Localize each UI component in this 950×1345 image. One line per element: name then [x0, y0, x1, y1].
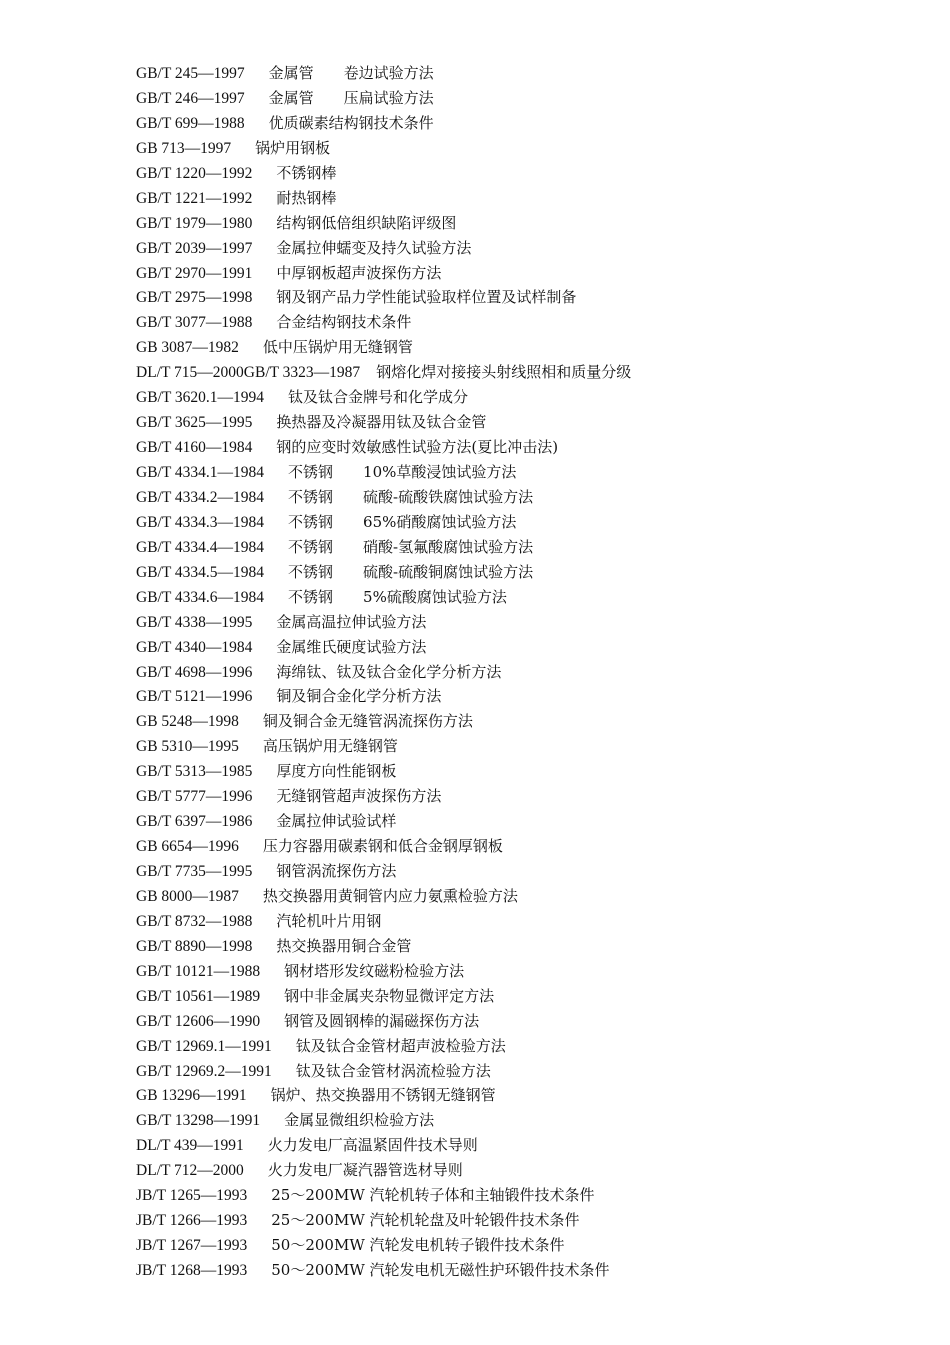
standard-code: DL/T 715—2000GB/T 3323—1987 — [136, 364, 361, 382]
standard-row — [136, 859, 916, 884]
standard-row — [136, 784, 916, 809]
standard-code: GB/T 4334.2—1984 — [136, 488, 265, 506]
standard-title: 25～200MW 汽轮机轮盘及叶轮锻件技术条件 — [271, 1211, 580, 1230]
standard-title: 不锈钢 硫酸-硫酸铁腐蚀试验方法 — [288, 487, 534, 506]
standard-code: GB/T 10561—1989 — [136, 987, 261, 1005]
standard-row — [136, 1034, 916, 1059]
standard-title: 金属管 卷边试验方法 — [268, 64, 434, 82]
standard-title: 钢管涡流探伤方法 — [276, 862, 397, 880]
standard-row — [136, 1158, 916, 1183]
standard-row — [136, 485, 916, 510]
standard-code: JB/T 1265—1993 — [136, 1187, 248, 1205]
standard-code: GB/T 4334.6—1984 — [136, 588, 265, 606]
standard-title: 不锈钢 硝酸-氢氟酸腐蚀试验方法 — [288, 537, 534, 556]
standard-row — [136, 261, 916, 286]
standard-code: GB/T 699—1988 — [136, 114, 245, 132]
standard-row — [136, 709, 916, 734]
standard-code: GB 6654—1996 — [136, 838, 239, 856]
standard-code: GB/T 8732—1988 — [136, 912, 253, 930]
standard-title: 钢中非金属夹杂物显微评定方法 — [284, 986, 495, 1005]
standard-title: 金属管 压扁试验方法 — [268, 88, 434, 107]
standard-row — [136, 1208, 916, 1233]
standard-code: JB/T 1268—1993 — [136, 1262, 248, 1279]
standard-title: 无缝钢管超声波探伤方法 — [276, 787, 442, 806]
standard-code: GB 5248—1998 — [136, 713, 239, 731]
standard-title: 钛及钛合金管材涡流检验方法 — [295, 1061, 491, 1080]
standard-title: 厚度方向性能钢板 — [276, 762, 397, 781]
standard-row — [136, 1233, 916, 1258]
standard-row — [136, 585, 916, 610]
standard-title: 压力容器用碳素钢和低合金钢厚钢板 — [262, 837, 503, 856]
standard-row — [136, 610, 916, 635]
standard-title: 耐热钢棒 — [276, 188, 337, 207]
standard-row — [136, 460, 916, 485]
standard-title: 锅炉用钢板 — [255, 138, 331, 157]
standard-title: 钛及钛合金牌号和化学成分 — [288, 388, 469, 407]
standard-row — [136, 1133, 916, 1158]
standard-title: 不锈钢 10%草酸浸蚀试验方法 — [288, 463, 517, 481]
standard-code: GB/T 246—1997 — [136, 89, 245, 107]
standard-code: GB/T 12969.2—1991 — [136, 1062, 272, 1080]
standard-code: GB/T 3625—1995 — [136, 414, 253, 432]
standard-code: GB/T 4338—1995 — [136, 613, 253, 631]
standard-row — [136, 734, 916, 759]
standard-code: GB/T 4334.5—1984 — [136, 563, 265, 581]
standard-code: GB 3087—1982 — [136, 339, 239, 357]
standard-title: 金属维氏硬度试验方法 — [276, 637, 427, 656]
standard-title: 钢材塔形发纹磁粉检验方法 — [284, 961, 465, 980]
standard-code: GB/T 4698—1996 — [136, 663, 253, 681]
standard-title: 热交换器用黄铜管内应力氨熏检验方法 — [262, 886, 518, 905]
standard-code: GB/T 6397—1986 — [136, 813, 253, 831]
standard-row — [136, 186, 916, 211]
standard-code: GB/T 4334.3—1984 — [136, 513, 265, 531]
standard-row — [136, 934, 916, 959]
standard-row — [136, 211, 916, 236]
standard-title: 不锈钢棒 — [276, 163, 337, 182]
standard-code: GB/T 13298—1991 — [136, 1112, 261, 1130]
standard-row — [136, 310, 916, 335]
standard-code: GB/T 2975—1998 — [136, 289, 253, 307]
standard-title: 金属拉伸试验试样 — [276, 812, 397, 831]
standard-row — [136, 1183, 916, 1208]
standard-row — [136, 385, 916, 410]
standard-row — [136, 410, 916, 435]
standard-code: GB 13296—1991 — [136, 1087, 247, 1105]
standard-title: 25～200MW 汽轮机转子体和主轴锻件技术条件 — [271, 1186, 595, 1205]
standard-title: 低中压锅炉用无缝钢管 — [262, 338, 413, 357]
standard-code: DL/T 712—2000 — [136, 1162, 244, 1180]
standard-row — [136, 236, 916, 261]
standard-code: GB 8000—1987 — [136, 887, 239, 905]
standard-code: JB/T 1266—1993 — [136, 1212, 248, 1230]
standard-row — [136, 1009, 916, 1034]
standard-row — [136, 984, 916, 1009]
standard-title: 钢的应变时效敏感性试验方法(夏比冲击法) — [276, 438, 559, 457]
standard-code: GB/T 245—1997 — [136, 65, 245, 82]
standard-title: 钢熔化焊对接接头射线照相和质量分级 — [376, 363, 632, 382]
standard-title: 锅炉、热交换器用不锈钢无缝钢管 — [270, 1086, 496, 1105]
standard-code: GB/T 12606—1990 — [136, 1012, 261, 1030]
standard-row — [136, 1083, 916, 1108]
standard-code: GB 5310—1995 — [136, 738, 239, 756]
standard-title: 汽轮机叶片用钢 — [276, 911, 382, 930]
standard-title: 海绵钛、钛及钛合金化学分析方法 — [276, 662, 502, 681]
standard-code: JB/T 1267—1993 — [136, 1237, 248, 1255]
standard-code: GB/T 10121—1988 — [136, 962, 261, 980]
standard-code: GB/T 1221—1992 — [136, 189, 253, 207]
standard-title: 火力发电厂高温紧固件技术导则 — [267, 1136, 478, 1155]
standard-code: GB/T 2970—1991 — [136, 264, 253, 282]
standard-title: 结构钢低倍组织缺陷评级图 — [276, 213, 457, 232]
standard-title: 金属高温拉伸试验方法 — [276, 612, 427, 631]
standard-title: 50～200MW 汽轮发电机转子锻件技术条件 — [271, 1236, 565, 1255]
standard-title: 中厚钢板超声波探伤方法 — [276, 263, 442, 282]
standard-row — [136, 635, 916, 660]
standard-row — [136, 285, 916, 310]
standard-row — [136, 1059, 916, 1084]
standard-row — [136, 435, 916, 460]
standard-title: 优质碳素结构钢技术条件 — [268, 113, 434, 132]
standard-title: 火力发电厂凝汽器管选材导则 — [267, 1161, 463, 1180]
standard-code: GB/T 4334.4—1984 — [136, 538, 265, 556]
standards-list — [136, 61, 916, 1283]
standard-title: 50～200MW 汽轮发电机无磁性护环锻件技术条件 — [271, 1261, 610, 1279]
standard-title: 钢及钢产品力学性能试验取样位置及试样制备 — [276, 288, 577, 307]
standard-code: GB/T 12969.1—1991 — [136, 1037, 272, 1055]
standard-title: 金属显微组织检验方法 — [284, 1111, 435, 1130]
standard-row — [136, 560, 916, 585]
standard-code: GB/T 8890—1998 — [136, 937, 253, 955]
standard-title: 钛及钛合金管材超声波检验方法 — [295, 1036, 506, 1055]
standard-code: DL/T 439—1991 — [136, 1137, 244, 1155]
standard-code: GB/T 5121—1996 — [136, 688, 253, 706]
standard-code: GB/T 4334.1—1984 — [136, 464, 265, 481]
standard-row — [136, 1258, 916, 1283]
standard-row — [136, 1108, 916, 1133]
standard-row — [136, 136, 916, 161]
standard-row — [136, 86, 916, 111]
standard-row — [136, 834, 916, 859]
standard-row — [136, 684, 916, 709]
standard-row — [136, 335, 916, 360]
standard-title: 钢管及圆钢棒的漏磁探伤方法 — [284, 1011, 480, 1030]
standard-title: 不锈钢 65%硝酸腐蚀试验方法 — [288, 512, 517, 531]
standard-row — [136, 759, 916, 784]
standard-title: 金属拉伸蠕变及持久试验方法 — [276, 238, 472, 257]
standard-title: 高压锅炉用无缝钢管 — [262, 737, 398, 756]
standard-code: GB/T 5777—1996 — [136, 788, 253, 806]
standard-title: 换热器及冷凝器用钛及钛合金管 — [276, 413, 487, 432]
standard-code: GB/T 1220—1992 — [136, 164, 253, 182]
standard-code: GB/T 2039—1997 — [136, 239, 253, 257]
standard-title: 铜及铜合金化学分析方法 — [276, 687, 442, 706]
standard-row — [136, 660, 916, 685]
standard-title: 铜及铜合金无缝管涡流探伤方法 — [262, 712, 473, 731]
standard-code: GB/T 3077—1988 — [136, 314, 253, 332]
standard-row — [136, 884, 916, 909]
standard-row — [136, 535, 916, 560]
standard-code: GB/T 5313—1985 — [136, 763, 253, 781]
standard-code: GB/T 7735—1995 — [136, 863, 253, 880]
standard-code: GB/T 3620.1—1994 — [136, 389, 265, 407]
standard-row — [136, 959, 916, 984]
standard-code: GB/T 4160—1984 — [136, 439, 253, 457]
standard-title: 不锈钢 5%硫酸腐蚀试验方法 — [288, 587, 507, 606]
standard-row — [136, 61, 916, 86]
standard-code: GB 713—1997 — [136, 139, 232, 157]
standard-title: 不锈钢 硫酸-硫酸铜腐蚀试验方法 — [288, 562, 534, 581]
standard-title: 热交换器用铜合金管 — [276, 936, 412, 955]
standard-row — [136, 161, 916, 186]
standard-row — [136, 510, 916, 535]
standard-row — [136, 111, 916, 136]
standard-code: GB/T 4340—1984 — [136, 638, 253, 656]
standard-title: 合金结构钢技术条件 — [276, 313, 412, 332]
standard-row — [136, 809, 916, 834]
standard-row — [136, 360, 916, 385]
standard-row — [136, 909, 916, 934]
standard-code: GB/T 1979—1980 — [136, 214, 253, 232]
